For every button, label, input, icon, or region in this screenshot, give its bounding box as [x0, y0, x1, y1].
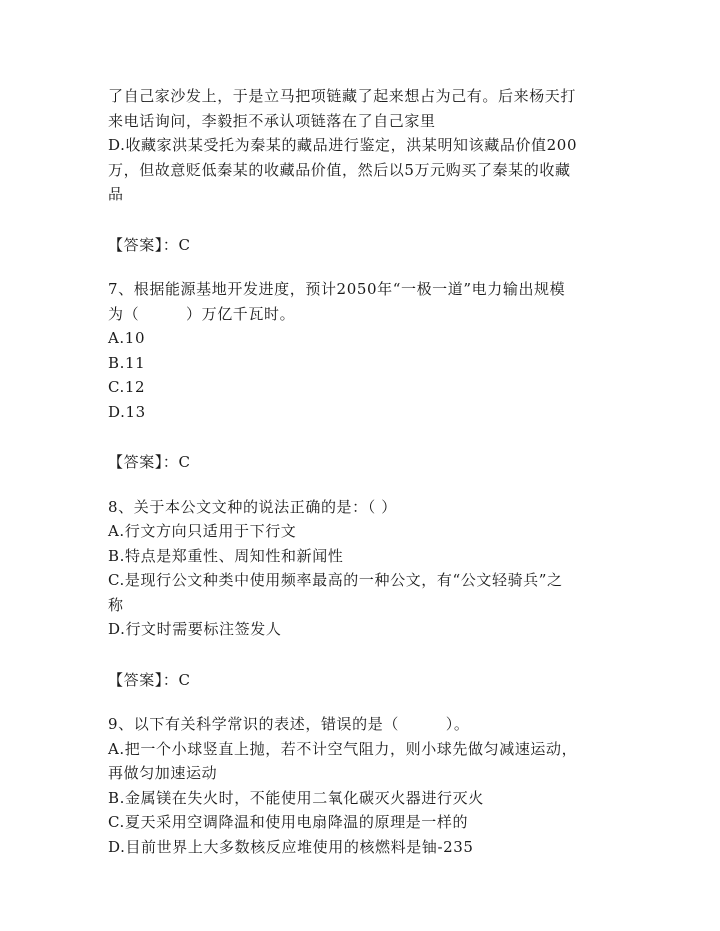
- question-7: [108, 277, 608, 475]
- option-c-continued: 称: [108, 595, 124, 614]
- option-c: C.夏天采用空调降温和使用电扇降温的原理是一样的: [108, 813, 469, 831]
- answer-line: 【答案】：C: [108, 453, 191, 471]
- option-a: A.行文方向只适用于下行文: [108, 522, 297, 540]
- option-d: D.13: [108, 402, 146, 421]
- option-b: B.特点是郑重性、周知性和新闻性: [108, 546, 344, 565]
- question-8: [108, 495, 608, 693]
- question-stem: 7、根据能源基地开发进度，预计2050年“一极一道”电力输出规模: [108, 280, 566, 298]
- option-d-line: D.收藏家洪某受托为秦某的藏品进行鉴定，洪某明知该藏品价值200: [108, 136, 578, 154]
- option-a-continued: 再做匀加速运动: [108, 764, 218, 782]
- answer-line: 【答案】：C: [108, 235, 191, 254]
- option-c: C.是现行公文种类中使用频率最高的一种公文，有“公文轻骑兵”之: [108, 571, 563, 589]
- text-line: 来电话询问，李毅拒不承认项链落在了自己家里: [108, 111, 436, 130]
- question-6-continuation: [108, 84, 608, 257]
- question-stem: 9、以下有关科学常识的表述，错误的是（ ）。: [108, 715, 470, 733]
- option-d: D.目前世界上大多数核反应堆使用的核燃料是铀-235: [108, 837, 474, 856]
- option-c: C.12: [108, 378, 146, 396]
- question-9: [108, 712, 608, 859]
- option-b: B.金属镁在失火时，不能使用二氧化碳灭火器进行灭火: [108, 788, 484, 807]
- option-d-line: 万，但故意贬低秦某的收藏品价值，然后以5万元购买了秦某的收藏: [108, 160, 571, 179]
- option-d: D.行文时需要标注签发人: [108, 620, 282, 638]
- question-stem: 8、关于本公文文种的说法正确的是：（ ）: [108, 497, 397, 516]
- question-stem: 为（ ）万亿千瓦时。: [108, 304, 296, 323]
- answer-line: 【答案】：C: [108, 670, 191, 689]
- option-a: A.10: [108, 329, 146, 347]
- option-d-line: 品: [108, 185, 124, 203]
- document-page: [108, 84, 608, 859]
- option-b: B.11: [108, 353, 146, 372]
- text-line: 了自己家沙发上，于是立马把项链藏了起来想占为己有。后来杨天打: [108, 87, 577, 105]
- option-a: A.把一个小球竖直上抛，若不计空气阻力，则小球先做匀减速运动，: [108, 739, 578, 758]
